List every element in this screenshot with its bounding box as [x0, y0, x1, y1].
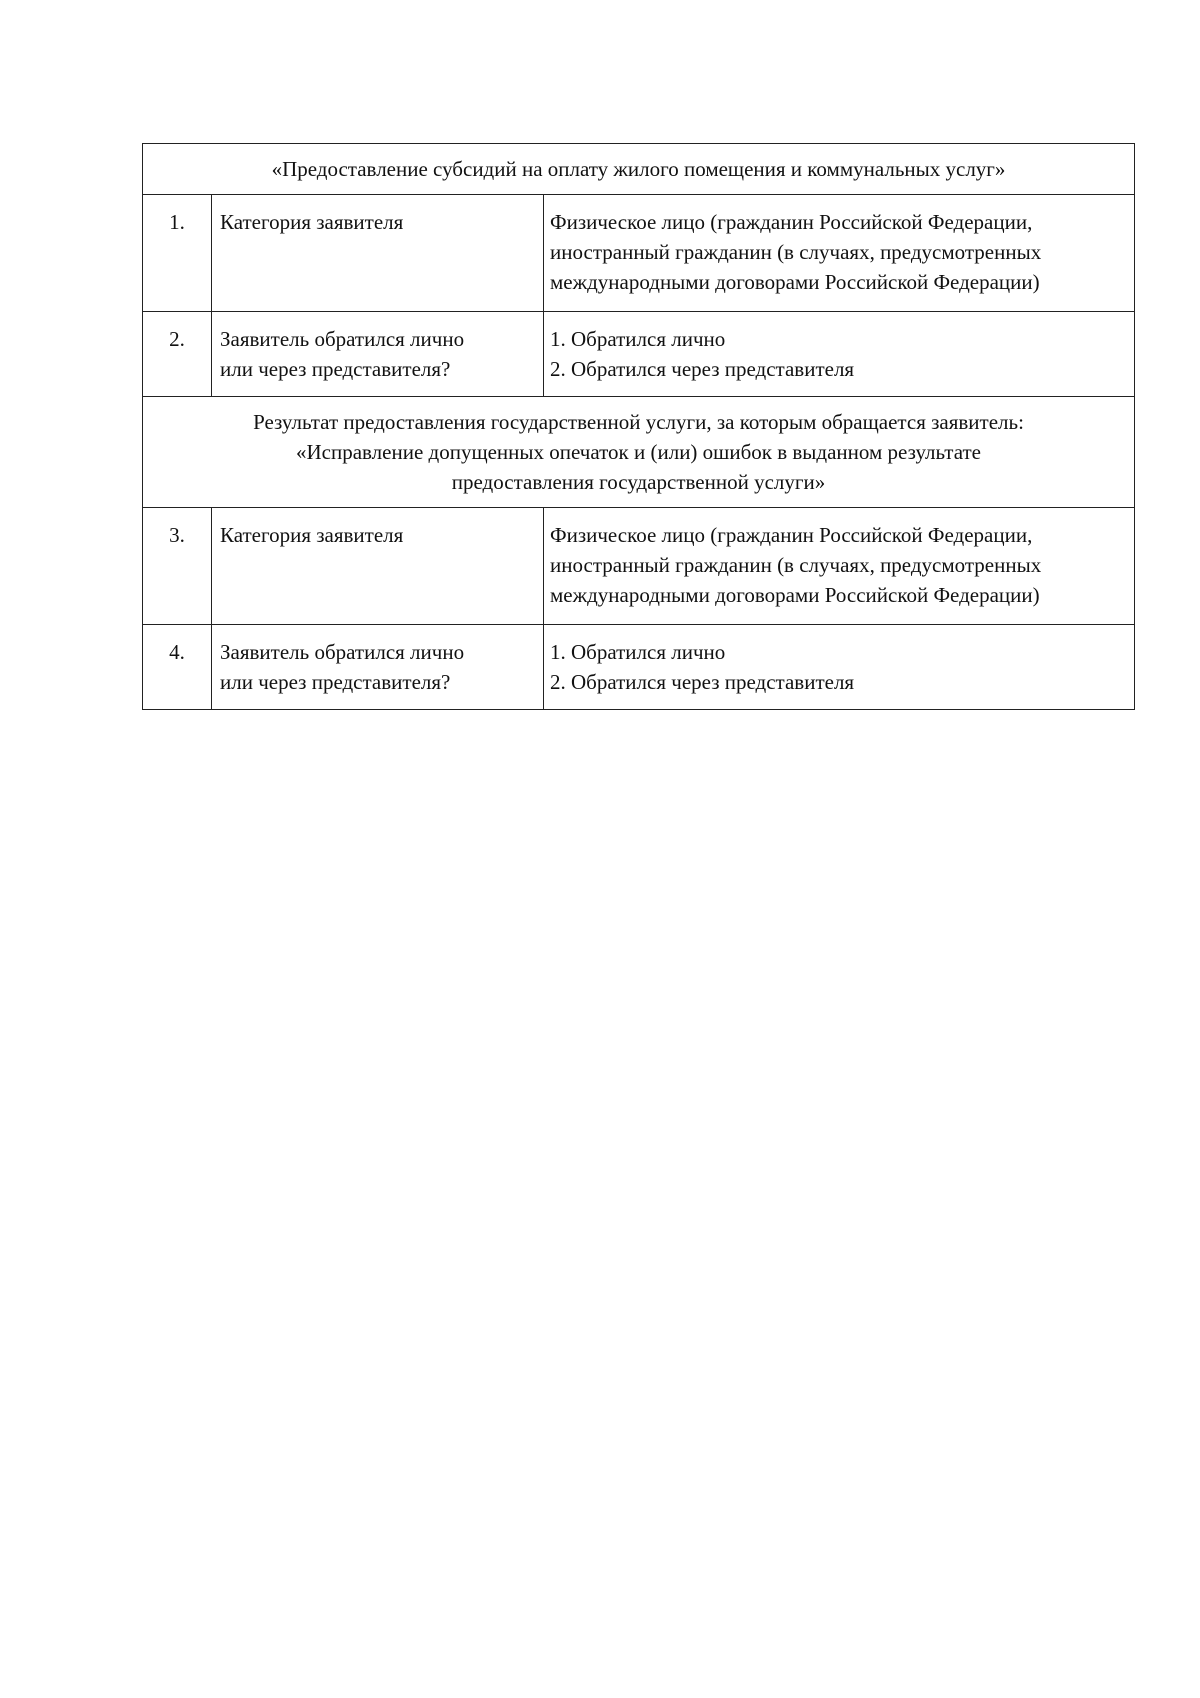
table-row	[143, 625, 1135, 710]
row-number: 2.	[143, 312, 212, 397]
row-value: 1. Обратился лично 2. Обратился через представителя	[544, 312, 1135, 397]
table-row	[143, 508, 1135, 625]
service-criteria-table	[142, 143, 1135, 710]
row-value: Физическое лицо (гражданин Российской Федерации, иностранный гражданин (в случаях, предусмотренных международными договорами Российской Федерации)	[544, 195, 1135, 312]
row-label: Заявитель обратился лично или через представителя?	[212, 312, 544, 397]
section-heading-row	[143, 144, 1135, 195]
section-heading-corrections: Результат предоставления государственной услуги, за которым обращается заявитель: «Исправление допущенных опечаток и (или) ошибок в выданном результате предоставления государственной услуги»	[143, 397, 1135, 508]
row-number: 3.	[143, 508, 212, 625]
table-row	[143, 312, 1135, 397]
table-row	[143, 195, 1135, 312]
section-heading-row	[143, 397, 1135, 508]
row-value: 1. Обратился лично 2. Обратился через представителя	[544, 625, 1135, 710]
row-label: Категория заявителя	[212, 508, 544, 625]
section-heading-subsidies: «Предоставление субсидий на оплату жилого помещения и коммунальных услуг»	[143, 144, 1135, 195]
row-number: 1.	[143, 195, 212, 312]
row-label: Заявитель обратился лично или через представителя?	[212, 625, 544, 710]
row-number: 4.	[143, 625, 212, 710]
row-value: Физическое лицо (гражданин Российской Федерации, иностранный гражданин (в случаях, предусмотренных международными договорами Российской Федерации)	[544, 508, 1135, 625]
row-label: Категория заявителя	[212, 195, 544, 312]
